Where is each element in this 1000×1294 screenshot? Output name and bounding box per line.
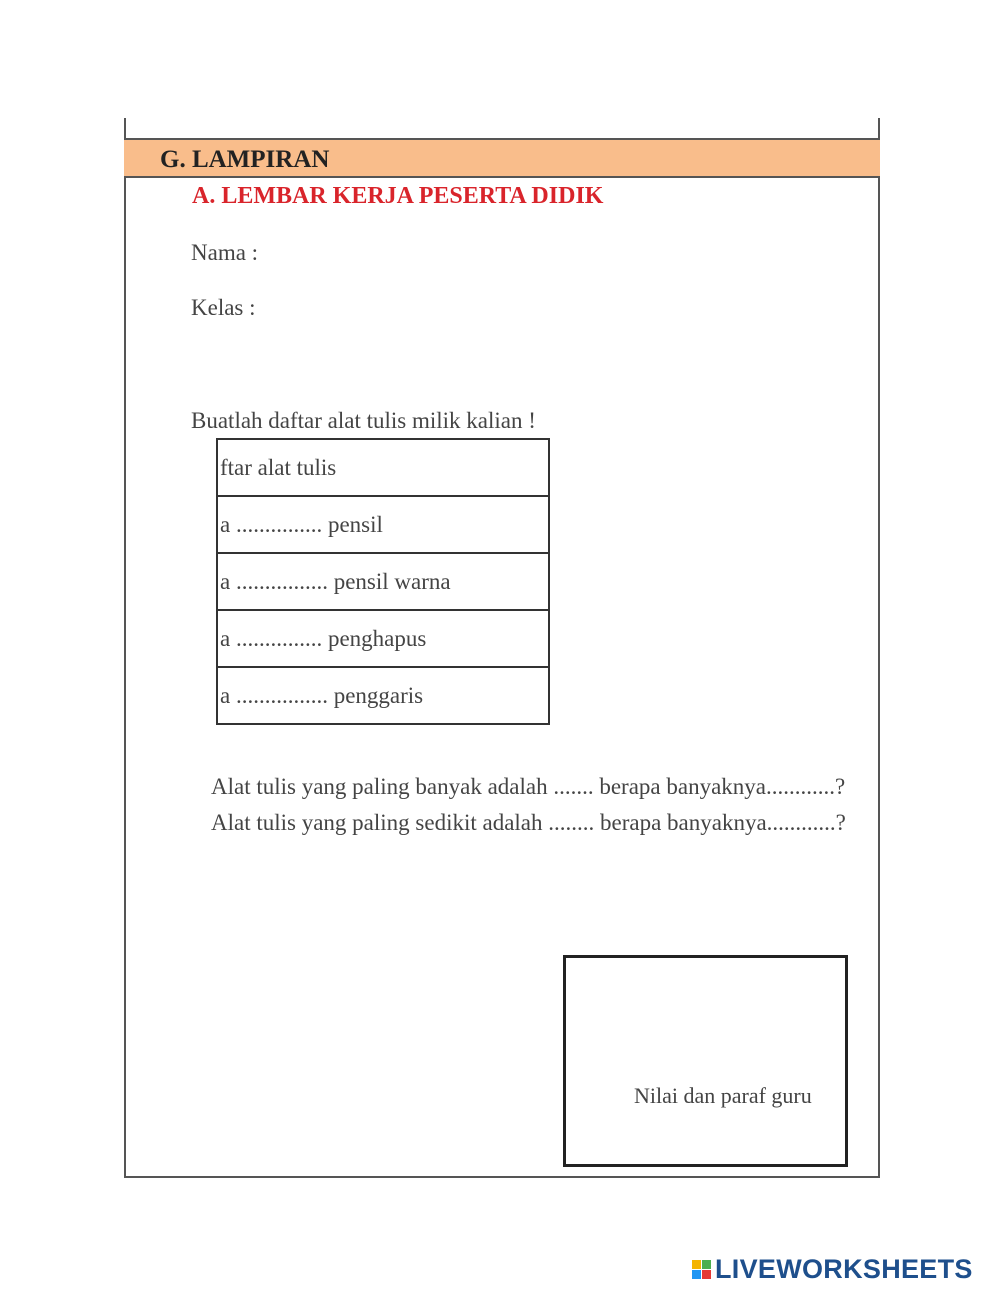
table-cell[interactable]: a ............... pensil xyxy=(217,496,549,553)
worksheet-subtitle: A. LEMBAR KERJA PESERTA DIDIK xyxy=(192,183,604,209)
table-row xyxy=(217,667,549,724)
table-row xyxy=(217,496,549,553)
table-cell[interactable]: a ................ penggaris xyxy=(217,667,549,724)
icon-square xyxy=(692,1260,701,1269)
icon-square xyxy=(692,1270,701,1279)
table-row xyxy=(217,439,549,496)
question-most: Alat tulis yang paling banyak adalah ....... berapa banyaknya............? xyxy=(211,774,846,799)
question-least: Alat tulis yang paling sedikit adalah ........ berapa banyaknya............? xyxy=(211,810,846,835)
stationery-list-table xyxy=(216,438,550,725)
table-row xyxy=(217,610,549,667)
instruction-text: Buatlah daftar alat tulis milik kalian ! xyxy=(191,408,536,433)
grade-box-label: Nilai dan paraf guru xyxy=(634,1083,812,1108)
table-cell[interactable]: a ............... penghapus xyxy=(217,610,549,667)
section-header-title: G. LAMPIRAN xyxy=(160,146,330,173)
table-cell[interactable]: a ................ pensil warna xyxy=(217,553,549,610)
section-header xyxy=(124,138,880,178)
icon-square xyxy=(702,1270,711,1279)
icon-square xyxy=(702,1260,711,1269)
liveworksheets-icon xyxy=(692,1260,711,1279)
class-field-label: Kelas : xyxy=(191,295,256,320)
grade-box xyxy=(563,955,848,1167)
table-row xyxy=(217,553,549,610)
brand-text: LIVEWORKSHEETS xyxy=(715,1254,973,1284)
table-header-cell: ftar alat tulis xyxy=(217,439,549,496)
brand-logo xyxy=(692,1254,973,1285)
name-field-label: Nama : xyxy=(191,240,259,265)
